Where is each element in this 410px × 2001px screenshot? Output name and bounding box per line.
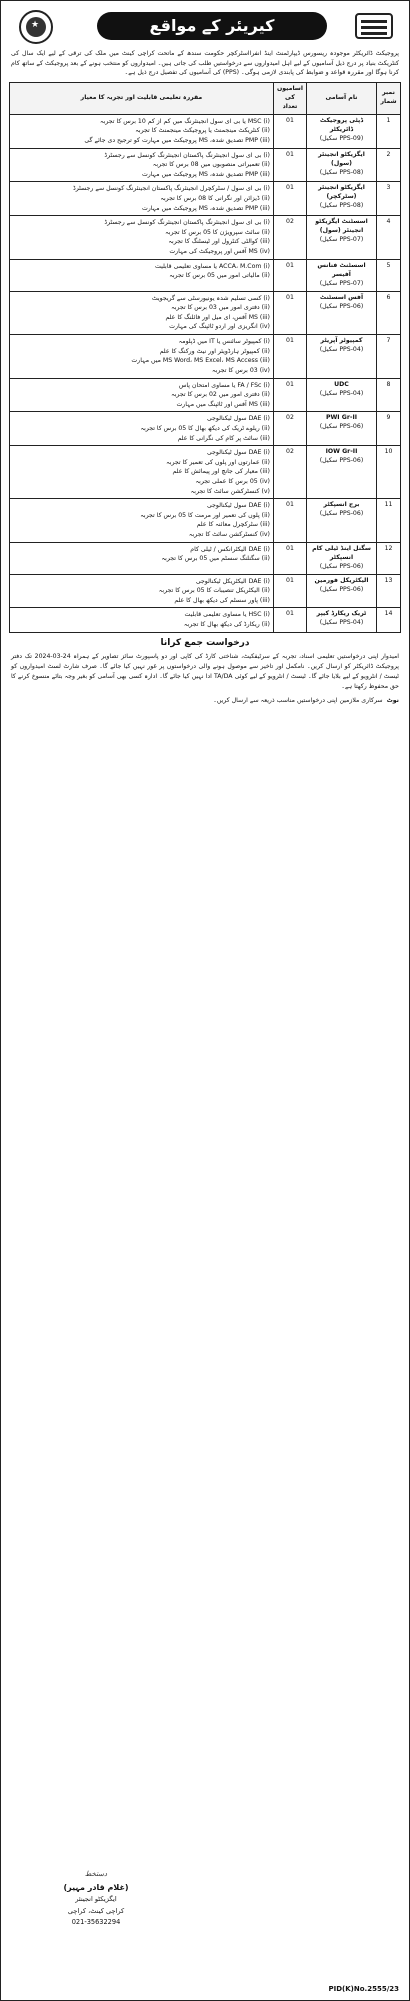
requirement-line: (ii) تعمیراتی منصوبوں میں 08 برس کا تجربہ — [152, 161, 270, 169]
cell-sno: 3 — [377, 182, 401, 216]
cell-qty: 01 — [273, 291, 306, 334]
post-scale: (PPS-09 سکیل) — [319, 134, 364, 142]
cell-post — [307, 446, 377, 499]
cell-requirements — [10, 291, 274, 334]
signatory-name: (غلام قادر مہیر) — [63, 1882, 129, 1892]
table-row — [10, 542, 401, 574]
cell-qty: 01 — [273, 114, 306, 148]
cell-qty: 01 — [273, 148, 306, 182]
cell-requirements — [10, 608, 274, 632]
cell-qty: 01 — [273, 335, 306, 378]
cell-qty: 01 — [273, 499, 306, 542]
pid-number: PID(K)No.2555/23 — [328, 1985, 399, 1993]
table-row — [10, 182, 401, 216]
post-scale: (PPS-06 سکیل) — [319, 585, 364, 593]
cell-sno: 2 — [377, 148, 401, 182]
cell-post — [307, 412, 377, 446]
post-scale: (PPS-06 سکیل) — [319, 302, 364, 310]
post-title: PWI Gr-II — [325, 414, 358, 422]
apply-instructions: امیدوار اپنی درخواستیں تعلیمی اسناد، تجربہ کے سرٹیفکیٹ، شناختی کارڈ کی کاپی اور دو پاسپورٹ سائز تصاویر کے ہمراہ 24-03-2024 تک دفتر پروجیکٹ ڈائریکٹر کو ارسال کریں۔ نامکمل اور تاخیر سے موصول ہونے والی درخواستوں پر غور نہیں کیا جائے گا۔ صرف شارٹ لسٹ امیدواروں کو ٹیسٹ / انٹرویو کے لیے بلایا جائے گا۔ ٹیسٹ / انٹرویو کے لیے کوئی TA/DA ادا نہیں کیا جائے گا۔ ادارہ کسی بھی آسامی کو بغیر وجہ بتائے منسوخ کرنے کا حق محفوظ رکھتا ہے۔ — [11, 652, 399, 691]
cell-qty: 02 — [273, 216, 306, 259]
table-row — [10, 499, 401, 542]
requirement-line: (v) کنسٹرکشن سائٹ کا تجربہ — [190, 487, 270, 495]
requirement-line: (i) DAE الیکٹرانکس / ٹیلی کام — [190, 545, 270, 553]
cell-sno: 11 — [377, 499, 401, 542]
note-text: سرکاری ملازمین اپنی درخواستیں مناسب ذریعہ سے ارسال کریں۔ — [213, 696, 383, 704]
post-title: آفس اسسٹنٹ — [319, 293, 364, 301]
post-scale: (PPS-04 سکیل) — [319, 619, 364, 627]
cell-sno: 6 — [377, 291, 401, 334]
post-title: اسسٹنٹ ایگزیکٹو انجینئر (سول) — [315, 218, 368, 235]
cell-requirements — [10, 216, 274, 259]
post-title: سگنل اینڈ ٹیلی کام انسپکٹر — [312, 544, 371, 561]
signature-block — [21, 1869, 171, 1928]
requirement-line: (i) ACCA، M.Com یا مساوی تعلیمی قابلیت — [155, 262, 270, 270]
cell-sno: 1 — [377, 114, 401, 148]
requirement-line: (iii) معیار کی جانچ اور پیمائش کا علم — [172, 468, 270, 476]
cell-sno: 12 — [377, 542, 401, 574]
table-row — [10, 291, 401, 334]
note — [9, 697, 401, 706]
cell-post — [307, 378, 377, 412]
cell-requirements — [10, 378, 274, 412]
cell-qty: 02 — [273, 446, 306, 499]
table-row — [10, 574, 401, 608]
post-scale: (PPS-06 سکیل) — [319, 423, 364, 431]
cell-qty: 02 — [273, 412, 306, 446]
requirement-line: (i) بی ای سول انجینئرنگ پاکستان انجینئرنگ کونسل سے رجسٹرڈ — [104, 219, 270, 227]
requirement-line: (i) کمپیوٹر سائنس یا IT میں ڈپلومہ — [178, 338, 270, 346]
requirement-line: (iii) پاور سسٹم کی دیکھ بھال کا علم — [174, 596, 270, 604]
post-scale: (PPS-06 سکیل) — [319, 457, 364, 465]
requirement-line: (iii) PMP تصدیق شدہ، MS پروجیکٹ میں مہارت — [141, 204, 270, 212]
requirement-line: (ii) عمارتوں اور پلوں کی تعمیر کا تجربہ — [166, 458, 270, 466]
cell-requirements — [10, 259, 274, 291]
cell-post — [307, 574, 377, 608]
table-row — [10, 148, 401, 182]
cell-sno: 10 — [377, 446, 401, 499]
requirement-line: (ii) سائٹ سپرویژن کا 05 برس کا تجربہ — [165, 228, 270, 236]
requirement-line: (i) DAE سول ٹیکنالوجی — [206, 502, 270, 510]
post-title: ٹریک ریکارڈ کیپر — [316, 610, 367, 618]
requirement-line: (i) کسی تسلیم شدہ یونیورسٹی سے گریجویٹ — [151, 294, 270, 302]
cell-post — [307, 114, 377, 148]
vacancy-table — [9, 82, 401, 633]
post-scale: (PPS-07 سکیل) — [319, 279, 364, 287]
table-row — [10, 446, 401, 499]
signatory-designation: ایگزیکٹو انجینئر — [75, 1895, 117, 1904]
cell-sno: 8 — [377, 378, 401, 412]
requirement-line: (ii) ڈیزائن اور نگرانی کا 08 برس کا تجربہ — [160, 195, 270, 203]
table-row — [10, 216, 401, 259]
cell-sno: 13 — [377, 574, 401, 608]
post-title: UDC — [334, 380, 349, 388]
requirement-line: (iii) کوالٹی کنٹرول اور ٹیسٹنگ کا تجربہ — [168, 238, 270, 246]
requirement-line: (iv) MS آفس اور پروجیکٹ کی مہارت — [169, 248, 270, 256]
cell-post — [307, 335, 377, 378]
cell-requirements — [10, 446, 274, 499]
signature-scrawl: دستخط — [84, 1870, 108, 1878]
cell-requirements — [10, 542, 274, 574]
table-row — [10, 335, 401, 378]
post-scale: (PPS-04 سکیل) — [319, 389, 364, 397]
post-scale: (PPS-04 سکیل) — [319, 346, 364, 354]
post-title: کمپیوٹر آپریٹر — [320, 337, 363, 345]
cell-requirements — [10, 412, 274, 446]
requirement-line: (i) FA / FSc یا مساوی امتحان پاس — [178, 381, 270, 389]
header-post: نام آسامی — [307, 82, 377, 114]
table-row — [10, 412, 401, 446]
requirement-line: (i) DAE سول ٹیکنالوجی — [206, 415, 270, 423]
post-title: اسسٹنٹ فنانس آفیسر — [317, 261, 366, 278]
requirement-line: (ii) ریکارڈ کی دیکھ بھال کا تجربہ — [183, 621, 270, 629]
requirement-line: (ii) سگنلنگ سسٹم میں 05 برس کا تجربہ — [161, 555, 270, 563]
cell-qty: 01 — [273, 182, 306, 216]
cell-sno: 9 — [377, 412, 401, 446]
post-title: ایگزیکٹو انجینئر (سول) — [318, 150, 365, 167]
requirement-line: (i) بی ای سول انجینئرنگ پاکستان انجینئرنگ کونسل سے رجسٹرڈ — [104, 151, 270, 159]
requirement-line: (ii) دفتری امور میں 02 برس کا تجربہ — [171, 391, 270, 399]
table-row — [10, 608, 401, 632]
requirement-line: (ii) الیکٹریکل تنصیبات کا 05 برس کا تجربہ — [158, 587, 270, 595]
requirement-line: (iii) سٹرکچرل معائنہ کا علم — [196, 521, 270, 529]
requirement-line: (ii) ریلوے ٹریک کی دیکھ بھال کا 05 برس کا تجربہ — [140, 424, 270, 432]
cell-post — [307, 148, 377, 182]
intro-paragraph: پروجیکٹ ڈائریکٹر موجودہ ریسورس ڈیپارٹمنٹ اینڈ انفرااسٹرکچر حکومت سندھ کے ماتحت کراچی کینٹ میں ملک کی ترقی کے لیے ایک سال کی کنٹریکٹ بنیاد پر درج ذیل آسامیوں کے لیے اہل امیدواروں سے درخواستیں طلب کی جاتی ہیں۔ امیدواروں کو منتخب ہونے کے بعد پروجیکٹ کے ساتھ کام کرنا ہوگا اور مقررہ قواعد و ضوابط کی پابندی لازمی ہوگی۔ (PPS) کی آسامیوں کی تفصیل درج ذیل ہے۔ — [11, 50, 399, 77]
cell-post — [307, 259, 377, 291]
cell-qty: 01 — [273, 542, 306, 574]
requirement-line: (iv) کنسٹرکشن سائٹ کا تجربہ — [188, 531, 270, 539]
ad-header — [9, 7, 401, 47]
cell-sno: 4 — [377, 216, 401, 259]
post-title: ڈپٹی پروجیکٹ ڈائریکٹر — [319, 116, 364, 133]
requirement-line: (i) MSC یا بی ای سول انجینئرنگ میں کم از کم 10 برس کا تجربہ — [100, 117, 270, 125]
header-sno: نمبر شمار — [377, 82, 401, 114]
requirement-line: (iv) 05 برس کا عملی تجربہ — [195, 478, 270, 486]
requirement-line: (i) HSC یا مساوی تعلیمی قابلیت — [184, 611, 270, 619]
cell-requirements — [10, 335, 274, 378]
table-row — [10, 259, 401, 291]
requirement-line: (iii) MS آفس اور ٹائپنگ میں مہارت — [176, 400, 270, 408]
header-qty: اسامیوں کی تعداد — [273, 82, 306, 114]
requirement-line: (ii) پلوں کی تعمیر اور مرمت کا 05 برس کا تجربہ — [140, 511, 270, 519]
header-requirements: مقررہ تعلیمی قابلیت اور تجربہ کا معیار — [10, 82, 274, 114]
cell-requirements — [10, 182, 274, 216]
table-row — [10, 114, 401, 148]
cell-requirements — [10, 148, 274, 182]
kcs-logo-icon — [355, 13, 393, 39]
table-row — [10, 378, 401, 412]
cell-post — [307, 182, 377, 216]
post-scale: (PPS-06 سکیل) — [319, 562, 364, 570]
post-scale: (PPS-06 سکیل) — [319, 510, 364, 518]
requirement-line: (i) DAE سول ٹیکنالوجی — [206, 449, 270, 457]
requirement-line: (ii) مالیاتی امور میں 05 برس کا تجربہ — [169, 272, 270, 280]
cell-requirements — [10, 574, 274, 608]
requirement-line: (ii) کنٹریکٹ مینجمنٹ یا پروجیکٹ مینجمنٹ کا تجربہ — [135, 127, 270, 135]
cell-qty: 01 — [273, 574, 306, 608]
cell-post — [307, 499, 377, 542]
cell-sno: 14 — [377, 608, 401, 632]
cell-qty: 01 — [273, 259, 306, 291]
note-label: نوٹ — [386, 696, 399, 704]
page-title: کیریئر کے مواقع — [97, 12, 327, 40]
post-title: برج انسپکٹر — [323, 501, 360, 509]
table-body — [10, 114, 401, 632]
requirement-line: (iii) MS آفس، ای میل اور فائلنگ کا علم — [165, 313, 270, 321]
table-header-row — [10, 82, 401, 114]
cell-requirements — [10, 499, 274, 542]
requirement-line: (ii) دفتری امور میں 03 برس کا تجربہ — [171, 304, 270, 312]
cell-qty: 01 — [273, 608, 306, 632]
post-title: الیکٹریکل فورمین — [314, 576, 369, 584]
post-scale: (PPS-08 سکیل) — [319, 202, 364, 210]
requirement-line: (iii) PMP تصدیق شدہ، MS پروجیکٹ میں مہارت کو ترجیح دی جائے گی — [84, 137, 270, 144]
emblem-icon: ★ — [19, 10, 53, 44]
requirement-line: (iii) سائٹ پر کام کی نگرانی کا علم — [177, 434, 270, 442]
requirement-line: (iv) 03 برس کا تجربہ — [211, 366, 270, 374]
requirement-line: (iii) PMP تصدیق شدہ، MS پروجیکٹ میں مہارت — [141, 170, 270, 178]
signatory-office: کراچی کینٹ، کراچی — [67, 1906, 125, 1915]
requirement-line: (iii) MS Word، MS Excel، MS Access میں مہارت — [131, 357, 270, 365]
office-phone: 021-35632294 — [71, 1917, 121, 1926]
cell-sno: 7 — [377, 335, 401, 378]
cell-post — [307, 608, 377, 632]
requirement-line: (i) بی ای سول / سٹرکچرل انجینئرنگ پاکستان انجینئرنگ کونسل سے رجسٹرڈ — [72, 185, 270, 193]
post-scale: (PPS-07 سکیل) — [319, 236, 364, 244]
post-scale: (PPS-08 سکیل) — [319, 168, 364, 176]
cell-post — [307, 291, 377, 334]
requirement-line: (ii) کمپیوٹر ہارڈویئر اور نیٹ ورکنگ کا علم — [159, 347, 270, 355]
cell-sno: 5 — [377, 259, 401, 291]
post-title: ایگزیکٹو انجینئر (سٹرکچر) — [318, 184, 365, 201]
cell-post — [307, 216, 377, 259]
requirement-line: (iv) انگریزی اور اردو ٹائپنگ کی مہارت — [169, 323, 270, 331]
cell-qty: 01 — [273, 378, 306, 412]
requirement-line: (i) DAE الیکٹریکل ٹیکنالوجی — [195, 577, 270, 585]
post-title: IOW Gr-II — [325, 448, 358, 456]
cell-post — [307, 542, 377, 574]
cell-requirements — [10, 114, 274, 148]
apply-title: درخواست جمع کرانا — [160, 637, 250, 648]
